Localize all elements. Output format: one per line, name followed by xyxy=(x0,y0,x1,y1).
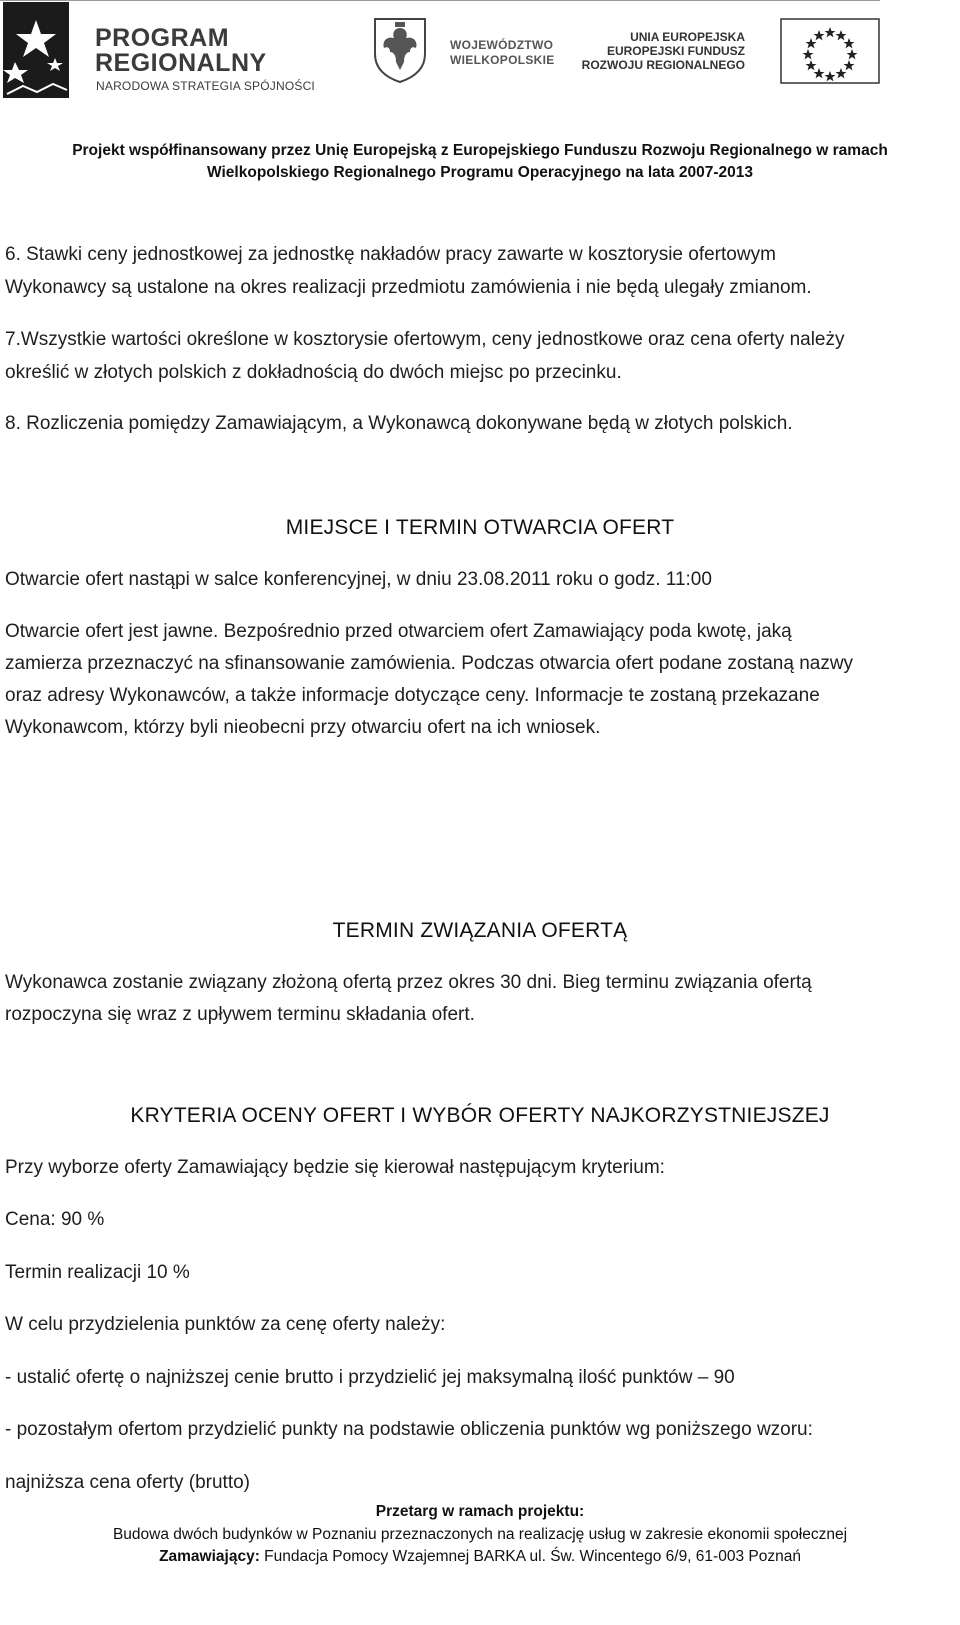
program-logo-line3: NARODOWA STRATEGIA SPÓJNOŚCI xyxy=(96,79,315,93)
footer-client xyxy=(0,1548,960,1566)
criteria-rule-2: - pozostałym ofertom przydzielić punkty na podstawie obliczenia punktów wg poniższego wzoru: xyxy=(5,1419,813,1440)
paragraph-7-line2: określić w złotych polskich z dokładnością do dwóch miejsc po przecinku. xyxy=(5,362,622,383)
program-logo-line2: REGIONALNY xyxy=(95,49,267,77)
footer-client-label: Zamawiający: xyxy=(159,1548,260,1565)
criteria-intro: Przy wyborze oferty Zamawiający będzie się kierował następującym kryterium: xyxy=(5,1157,665,1178)
footer-title: Przetarg w ramach projektu: xyxy=(375,1503,585,1520)
opening-paragraph-line3: oraz adresy Wykonawców, a także informacje dotyczące ceny. Informacje te zostaną przekazane xyxy=(5,685,820,706)
eu-logo-line1: UNIA EUROPEJSKA xyxy=(630,30,745,44)
criteria-rule-1: - ustalić ofertę o najniższej cenie brutto i przydzielić jej maksymalną ilość punktów – 90 xyxy=(5,1367,735,1388)
binding-paragraph-line1: Wykonawca zostanie związany złożoną ofertą przez okres 30 dni. Bieg terminu związania ofertą xyxy=(5,972,812,993)
heading-opening-of-offers: MIEJSCE I TERMIN OTWARCIA OFERT xyxy=(285,516,675,539)
paragraph-6-line1: 6. Stawki ceny jednostkowej za jednostkę nakładów pracy zawarte w kosztorysie ofertowym xyxy=(5,244,776,265)
voivodeship-logo-line2: WIELKOPOLSKIE xyxy=(450,53,555,67)
eu-logo-line3: ROZWOJU REGIONALNEGO xyxy=(581,58,745,72)
criteria-points-intro: W celu przydzielenia punktów za cenę oferty należy: xyxy=(5,1314,446,1335)
binding-paragraph-line2: rozpoczyna się wraz z upływem terminu składania ofert. xyxy=(5,1004,475,1025)
criteria-price-weight: Cena: 90 % xyxy=(5,1209,105,1230)
criteria-term-weight: Termin realizacji 10 % xyxy=(5,1262,190,1283)
project-cofinancing-line2: Wielkopolskiego Regionalnego Programu Operacyjnego na lata 2007-2013 xyxy=(207,164,753,181)
program-regionalny-logo-icon xyxy=(3,2,69,98)
project-cofinancing-line1: Projekt współfinansowany przez Unię Europejską z Europejskiego Funduszu Rozwoju Regionalnego w ramach xyxy=(72,142,888,159)
paragraph-7-line1: 7.Wszystkie wartości określone w kosztorysie ofertowym, ceny jednostkowe oraz cena oferty należy xyxy=(5,329,845,350)
opening-paragraph-line4: Wykonawcom, którzy byli nieobecni przy otwarciu ofert na ich wniosek. xyxy=(5,717,601,738)
paragraph-6-line2: Wykonawcy są ustalone na okres realizacji przedmiotu zamówienia i nie będą ulegały zmianom. xyxy=(5,277,812,298)
formula-numerator: najniższa cena oferty (brutto) xyxy=(5,1472,251,1493)
eu-logo-line2: EUROPEJSKI FUNDUSZ xyxy=(606,44,745,58)
footer-project: Budowa dwóch budynków w Poznaniu przeznaczonych na realizację usług w zakresie ekonomii społecznej xyxy=(112,1526,848,1543)
header-divider xyxy=(0,0,880,1)
program-logo-line1: PROGRAM xyxy=(95,24,230,52)
opening-paragraph-line1: Otwarcie ofert jest jawne. Bezpośrednio przed otwarciem ofert Zamawiający poda kwotę, jaką xyxy=(5,621,792,642)
paragraph-8: 8. Rozliczenia pomiędzy Zamawiającym, a Wykonawcą dokonywane będą w złotych polskich. xyxy=(5,413,793,434)
voivodeship-logo-line1: WOJEWÓDZTWO xyxy=(450,38,554,52)
eu-flag-icon xyxy=(780,18,880,84)
opening-date-line: Otwarcie ofert nastąpi w salce konferencyjnej, w dniu 23.08.2011 roku o godz. 11:00 xyxy=(5,569,712,590)
heading-binding-period: TERMIN ZWIĄZANIA OFERTĄ xyxy=(332,919,628,942)
logo-bar xyxy=(0,0,880,104)
footer-client-value: Fundacja Pomocy Wzajemnej BARKA ul. Św. Wincentego 6/9, 61-003 Poznań xyxy=(259,1548,801,1565)
wielkopolska-coat-of-arms-icon xyxy=(372,16,428,84)
heading-evaluation-criteria: KRYTERIA OCENY OFERT I WYBÓR OFERTY NAJKORZYSTNIEJSZEJ xyxy=(130,1104,830,1127)
opening-paragraph-line2: zamierza przeznaczyć na sfinansowanie zamówienia. Podczas otwarcia ofert podane zostaną nazwy xyxy=(5,653,854,674)
